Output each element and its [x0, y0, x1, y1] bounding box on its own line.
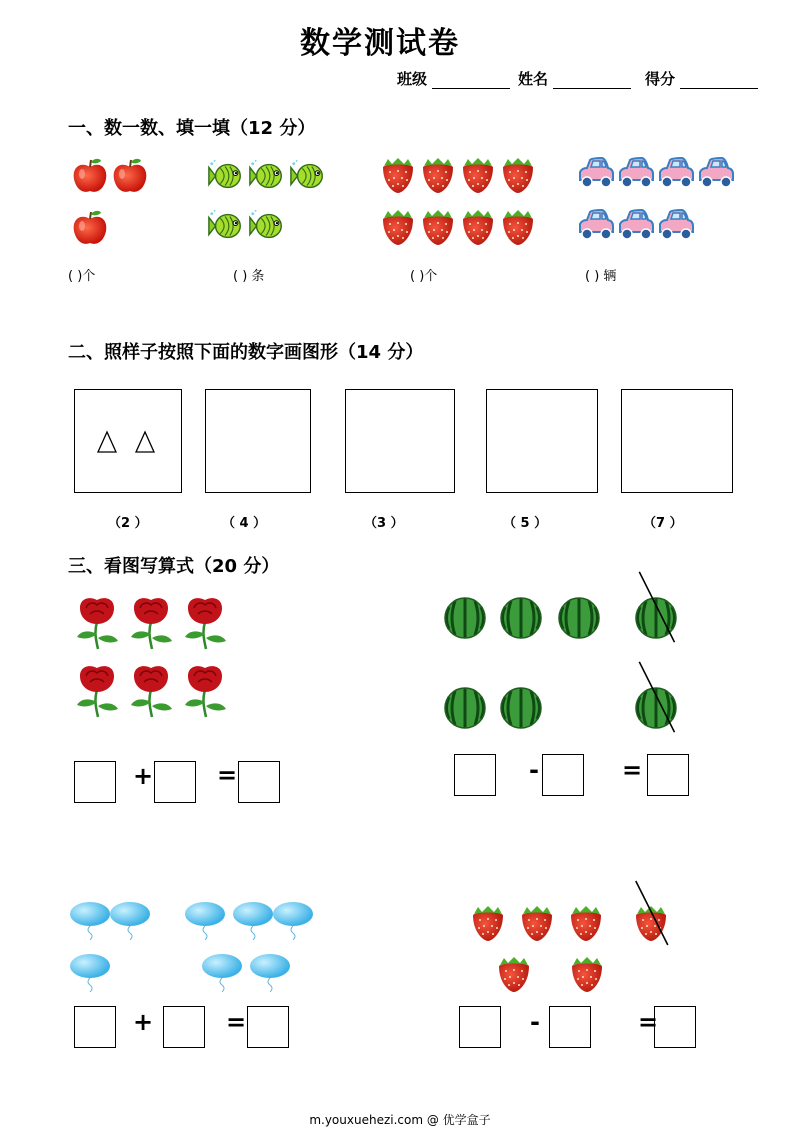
balloon-icon: [108, 900, 152, 940]
strawberry-icon: [378, 155, 418, 195]
watermelon-icon: [557, 596, 601, 640]
section1-heading: 一、数一数、填一填（12 分）: [68, 118, 316, 139]
rose-icon: [180, 596, 230, 650]
strawberry-icon: [458, 207, 498, 247]
equals-sign: =: [217, 761, 238, 789]
answer-box[interactable]: [74, 761, 116, 803]
footer-text: m.youxuehezi.com @ 优学盒子: [309, 1113, 491, 1127]
draw-box-7[interactable]: [621, 389, 733, 493]
car-icon: [616, 156, 656, 192]
strawberry-icon: [468, 903, 508, 943]
rose-icon: [126, 596, 176, 650]
name-label: 姓名: [518, 70, 549, 88]
balloon-icon: [68, 900, 112, 940]
answer-box[interactable]: [247, 1006, 289, 1048]
strawberry-icon: [418, 155, 458, 195]
strawberry-icon: [418, 207, 458, 247]
rose-icon: [72, 596, 122, 650]
strawberry-icon: [517, 903, 557, 943]
rose-icon: [180, 664, 230, 718]
minus-sign: -: [529, 756, 539, 784]
balloon-icon: [68, 952, 112, 992]
answer-box[interactable]: [647, 754, 689, 796]
class-label: 班级: [397, 70, 428, 88]
draw-box-5[interactable]: [486, 389, 598, 493]
watermelon-icon: [634, 686, 678, 730]
answer-box[interactable]: [542, 754, 584, 796]
number-label-3: （3 ）: [364, 516, 404, 531]
rose-icon: [72, 664, 122, 718]
strawberry-icon: [498, 207, 538, 247]
fish-icon: [248, 158, 286, 194]
answer-blank-strawberries[interactable]: ( )个: [410, 269, 438, 284]
strawberry-icon: [494, 954, 534, 994]
strawberry-icon: [378, 207, 418, 247]
watermelon-icon: [443, 686, 487, 730]
car-icon: [696, 156, 736, 192]
answer-box[interactable]: [163, 1006, 205, 1048]
balloon-icon: [183, 900, 227, 940]
watermelon-icon: [634, 596, 678, 640]
balloon-icon: [231, 900, 275, 940]
strawberry-icon: [498, 155, 538, 195]
fish-icon: [207, 208, 245, 244]
fish-icon: [207, 158, 245, 194]
number-label-5: （ 5 ）: [503, 516, 548, 531]
answer-blank-cars[interactable]: ( ) 辆: [585, 269, 617, 284]
number-label-4: （ 4 ）: [222, 516, 267, 531]
answer-box[interactable]: [238, 761, 280, 803]
strawberry-icon: [566, 903, 606, 943]
plus-sign: +: [133, 1008, 154, 1036]
apple-icon: [70, 208, 110, 248]
fish-icon: [289, 158, 327, 194]
name-field[interactable]: [518, 68, 631, 89]
triangle-icon: [136, 432, 154, 452]
plus-sign: +: [133, 762, 154, 790]
balloon-icon: [248, 952, 292, 992]
score-field[interactable]: [645, 68, 758, 89]
watermelon-icon: [443, 596, 487, 640]
number-label-7: （7 ）: [643, 516, 683, 531]
score-blank[interactable]: [680, 72, 758, 89]
answer-box[interactable]: [654, 1006, 696, 1048]
fish-icon: [248, 208, 286, 244]
equals-sign: =: [638, 1008, 659, 1036]
car-icon: [656, 156, 696, 192]
car-icon: [616, 208, 656, 244]
watermelon-icon: [499, 686, 543, 730]
draw-box-3[interactable]: [345, 389, 455, 493]
watermelon-icon: [499, 596, 543, 640]
draw-box-4[interactable]: [205, 389, 311, 493]
equals-sign: =: [226, 1008, 247, 1036]
equals-sign: =: [622, 756, 643, 784]
car-icon: [576, 208, 616, 244]
answer-box[interactable]: [74, 1006, 116, 1048]
car-icon: [656, 208, 696, 244]
minus-sign: -: [530, 1008, 540, 1036]
page-title: 数学测试卷: [300, 26, 460, 61]
answer-box[interactable]: [454, 754, 496, 796]
car-icon: [576, 156, 616, 192]
answer-box[interactable]: [549, 1006, 591, 1048]
number-label-2: （2 ）: [108, 516, 148, 531]
balloon-icon: [271, 900, 315, 940]
rose-icon: [126, 664, 176, 718]
triangle-icon: [98, 432, 116, 452]
strawberry-icon: [567, 954, 607, 994]
class-field[interactable]: [397, 68, 510, 89]
section3-heading: 三、看图写算式（20 分）: [68, 556, 280, 577]
name-blank[interactable]: [553, 72, 631, 89]
draw-box-example: [74, 389, 182, 493]
answer-box[interactable]: [459, 1006, 501, 1048]
balloon-icon: [200, 952, 244, 992]
section2-heading: 二、照样子按照下面的数字画图形（14 分）: [68, 342, 424, 363]
apple-icon: [110, 156, 150, 196]
apple-icon: [70, 156, 110, 196]
score-label: 得分: [645, 70, 676, 88]
answer-blank-fish[interactable]: ( ) 条: [233, 269, 265, 284]
answer-box[interactable]: [154, 761, 196, 803]
strawberry-icon: [458, 155, 498, 195]
strawberry-icon: [631, 903, 671, 943]
answer-blank-apples[interactable]: ( )个: [68, 269, 96, 284]
class-blank[interactable]: [432, 72, 510, 89]
